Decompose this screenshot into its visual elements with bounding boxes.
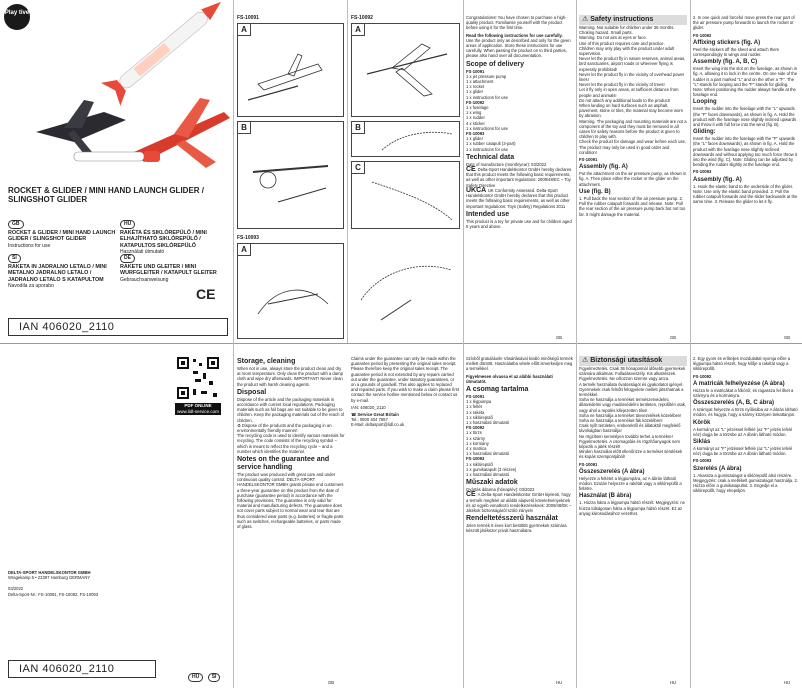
intended-text: Jelen termék 5 éves kort betöltött gyermekek számára készült játékszer privát használatra.: [466, 523, 567, 534]
warning-icon: ⚠: [582, 16, 591, 23]
lang-block-de: [120, 246, 228, 283]
fs-label: FS-10092: [693, 373, 712, 379]
scope-item: 1 x rubber catapult (3-part): [466, 141, 516, 147]
column-divider: [690, 0, 691, 688]
figure-letter: A: [238, 24, 251, 36]
lang-badge: SI: [8, 254, 21, 263]
safety-item: Gyermekek csak felnőtt felügyelete mellett játszhatnak a termékkel.: [579, 386, 684, 398]
disposal-eco: [237, 423, 345, 433]
scope-item: 1 x rakéta: [466, 409, 485, 415]
gliding-text: A kormányt az "F" jelzéssel felfelé (az "L" jelzés lefelé néz) dugja be a törzsbe az A ábrán látható módon.: [693, 446, 793, 457]
safety-item: Never let the product fly in nature reserves, animal areas, bird sanctuaries, airport roads or wherever flying is expressly prohibited!: [579, 56, 686, 72]
disposal-eco-text: Dispose of the products and the packaging in an environmentally friendly manner!: [237, 422, 332, 434]
safety-item: Never let the product fly in the vicinity of trees!: [579, 82, 665, 88]
ce-declaration: CE Delta-Sport Handelskontor GmbH hereby declares that this product meets the following basic requirements, as well as other important regulations: 2009/48/EC – Toy Safety Directive: [466, 166, 572, 188]
ian-box: IAN 406020_2110: [8, 318, 228, 336]
use-text: Use the product only as described and only for the given areas of application. Store these instructions for use carefully. When passing the product on to third parties, please also hand over all documentation.: [466, 37, 571, 59]
fs-label: FS-10093: [237, 235, 259, 241]
scope-item: 1 x glider: [466, 89, 483, 95]
pdf-online-badge: [175, 403, 221, 415]
fs-label: FS-10091: [579, 461, 598, 467]
company-block: [8, 570, 118, 597]
intro-text: Congratulations! You have chosen to purchase a high-quality product. Familiarise yourself with the product before using it for the first time.: [466, 15, 567, 31]
intro-text: Szívből gratulálunk! Vásárlásával kiváló minőségű termék mellett döntött. Használatba vétele előtt ismerkedjen meg a termékkel.: [466, 356, 573, 372]
safety-item: Check the product for damage and wear before each use. The product may only be used in good order and condition!: [579, 139, 687, 155]
safety-item: Figyelmeztetés. A csomagolás és rögzítőanyagok nem képezik a játék részét!: [579, 438, 681, 450]
page-mark: HU: [670, 680, 677, 685]
page-mark: GB: [670, 335, 677, 340]
figure-letter: B: [352, 122, 365, 134]
figure-a2-drawing: [352, 24, 459, 116]
lang-title: RAKETE UND GLEITER / MINI WURFGLEITER / KATAPULT GLEITER: [120, 264, 217, 277]
stickers-text: Húzza le a matricákat a fólióról, és ragassza fel őket a szárnyra és a kormányra.: [693, 387, 794, 399]
safety-title: [579, 356, 687, 366]
safety-title-text: Biztonsági utasítások: [590, 357, 663, 364]
figure-a-drawing: [238, 24, 343, 116]
cover-title: ROCKET & GLIDER / MINI HAND LAUNCH GLIDER / SLINGSHOT GLIDER: [8, 186, 204, 204]
storage-title: Storage, cleaning: [237, 358, 296, 365]
text-column-gb-2: [693, 15, 799, 204]
safety-item: A termék használata óvatosságot és gyakorlatot igényel.: [579, 381, 684, 387]
scope-title: Scope of delivery: [466, 60, 524, 68]
scope-item: FS-10092: [466, 425, 485, 431]
scope-title: A csomag tartalma: [466, 386, 529, 394]
pdf-url: www.lidl-service.com: [177, 409, 219, 414]
lang-sub: Instructions for use: [8, 242, 51, 249]
safety-item: Warning. Do not aim at eyes or face.: [579, 35, 647, 41]
scope-item: FS-10093: [466, 456, 485, 462]
service-phone: Tel.: 0800 404 7657: [351, 417, 388, 423]
assembly-text: 1. Hook the elastic band to the underside of the glider. Note: Use only the elastic band provided. 2. Pull the rubber catapult forwards and the slider backwards at the same time. 3. Release the glider to let it fly.: [693, 183, 798, 205]
safety-item: Warning. The packaging and mounting materials are not a component of the toy and they must be removed in all cases for safety reasons before the product is given to children to play with.: [579, 118, 687, 140]
lang-badge: DE: [120, 254, 135, 263]
figure-b: [237, 121, 344, 229]
safety-item: Figyelmeztetés. Csak 36 hónaposnál idősebb gyermekek számára alkalmas. Fulladásveszély. Kis alkatrészek.: [579, 366, 686, 377]
disposal-title: Disposal: [237, 388, 267, 396]
pdf-label: PDF ONLINE: [184, 403, 212, 408]
scope-item: 1 x instructions for use: [466, 146, 508, 152]
stickers-title: Affixing stickers (fig. A): [693, 39, 761, 46]
service-email: E-Mail: deltasport@lidl.co.uk: [351, 422, 405, 428]
scope-item: 1 x használati útmutató: [466, 472, 510, 478]
issue-date: 03/2022: [8, 586, 24, 592]
recycle-icon: ♻: [237, 422, 242, 428]
figure-a2: [351, 23, 460, 117]
page-divider: [0, 343, 802, 344]
scope-item: 1 x attachment: [466, 79, 494, 85]
scope-item: 1 x glider: [466, 136, 483, 142]
safety-item: Soha ne használja a terméket természetvédelmi, állatvédelmi vagy madárvédelmi területen, repülőtéri utak, vagy ahol a repülés kifejezetten tilos!: [579, 397, 687, 413]
safety-item: Let it fly only in open areas, at sufficient distance from people and animals!: [579, 87, 679, 98]
figure-letter: A: [352, 24, 365, 36]
safety-title: [579, 15, 687, 25]
figure-a3: [237, 243, 344, 339]
scope-item: FS-10092: [466, 99, 485, 105]
scope-item: 4 x matrica: [466, 446, 487, 452]
disposal-text: Dispose of the article and the packaging materials in accordance with current local regulations. Packaging materials such as foil bags are not suitable to be given to children. Keep the packaging materials out of the reach of children.: [237, 396, 345, 423]
text-column-gb-1: [466, 15, 574, 229]
intended-title: Intended use: [466, 210, 510, 218]
safety-item: Do not attach any additional loads to the product!: [579, 97, 671, 103]
figure-c2: [351, 161, 460, 229]
qr-code: [175, 355, 221, 401]
scope-item: 1 x siklórepülő: [466, 461, 493, 467]
safety-item: Csak nyílt területen, emberektől és állatoktól megfelelő távolságban használja!: [579, 423, 681, 434]
safety-item: Use of this product requires care and practice.: [579, 40, 665, 46]
scope-item: FS-10091: [466, 394, 485, 400]
model-numbers: Delta-Sport-Nr.: FS-10091, FS-10092, FS-10093: [8, 591, 99, 597]
assembly-title: Assembly (fig. A): [693, 176, 742, 183]
scope-item: 1 x törzs: [466, 430, 482, 436]
launch-illustration: [351, 240, 460, 338]
recycle-text: The recycling code is used to identify various materials for recycling. The code consists of the recycling symbol – which is meant to reflect the recycling cycle – and a number which identifies the material.: [237, 433, 345, 454]
lang-sub: Gebrauchsanweisung: [120, 276, 169, 283]
company-name: DELTA-SPORT HANDELSKONTOR GMBH: [8, 570, 91, 575]
looping-text: A kormányt az "L" jelzéssel felfelé (az "F" jelzés lefelé néz) dugja be a törzsbe az A ábrán látható módon.: [693, 426, 793, 437]
page-mark: GB: [328, 680, 335, 685]
assembly-text: Put the attachment on the air pressure pump, as shown in fig. A. Then place either the rocket or the glider on the attachment.: [579, 171, 687, 187]
storage-text: When not in use, always store the product clean and dry at room temperature. Only clean the product with a damp cloth and wipe dry afterwards. IMPORTANT! Never clean the product with harsh cleaning agents.: [237, 366, 343, 387]
scope-item: 1 x gumikatapult (3 részes): [466, 466, 517, 472]
use-text: 1. Húzza hátra a légpumpa hátsó részét. Megjegyzés: ne húzza túlságosan hátra a légpumpa hátsó részét. Ez az anyag károsodásához vezethet.: [579, 500, 685, 516]
column-divider: [233, 0, 234, 688]
stickers-text: Peel the stickers off the sheet and attach them correspondingly to wings and rudder.: [693, 46, 780, 58]
ian-reference: IAN: 406020_2110: [351, 404, 386, 410]
ukca-text: UK Conformity Assessed. Delta-Sport Handelskontor GmbH hereby declares that this product meets the following basic requirements, as well as other important regulations: Toys (Safety) Regulations 2011: [466, 187, 570, 209]
lang-badge: HU: [188, 673, 203, 682]
warranty-text: The product was produced with great care and under continuous quality control. DELTA-SPORT HANDELSKONTOR GMBH grants private end customers a three-year guarantee on this product from the date of purchase (guarantee period) in accordance with the following provisions. The guarantee is only valid for material and manufacturing defects. The guarantee does not cover parts subject to normal wear and tear that are thus considered wear parts (e.g. batteries) or fragile parts such as switches, rechargeable batteries, or parts made of glass.: [237, 472, 344, 530]
safety-item: When landing on hard surfaces such as asphalt, pavement, stone or tiles, the material may become worn by abrasion.: [579, 103, 684, 119]
use-title: Használat (B ábra): [579, 493, 632, 500]
safety-item: Soha ne használja a terméket távvezetékek közelében!: [579, 412, 682, 418]
lang-sub: Navodila za uporabo: [8, 283, 54, 290]
looping-text: Insert the rudder into the fuselage with the "L" upwards (the "F" faces downwards), as shown in fig. A. Hold the product with the fuselage nose slightly inclined upwards and throw it with full force into the wind (fig. B).: [693, 106, 797, 128]
gliding-text: Insert the rudder into the fuselage with the "F" upwards (the "L" faces downwards), as shown in fig. A. Hold the product with the fuselage nose slightly inclined downwards and without applying too much force throw it into the wind (fig. C). Note: Gliding can be adjusted by bending the rudder slightly at the fuselage end.: [693, 136, 798, 168]
figure-letter: A: [238, 244, 251, 256]
safety-item: Children may only play with the product under adult supervision.: [579, 45, 675, 57]
lang-badge: GB: [8, 220, 24, 229]
page-mark: GB: [784, 335, 791, 340]
assembly-title: Összeszerelés (A ábra): [579, 468, 645, 475]
scope-item: 1 x rudder: [466, 115, 485, 121]
ukca-declaration: UKCA UK Conformity Assessed. Delta-Sport Handelskontor GmbH hereby declares that this product meets the following basic requirements, as well as other important regulations: Toys (Safety) Regulations 2011: [466, 186, 570, 209]
launch-text: 2. Egy gyors és erőteljes mozdulattal nyomja előre a légpumpa hátsó részét, hogy kilője a rakétát vagy a siklórepülőt.: [693, 356, 791, 372]
scope-item: 1 x instructions for use: [466, 94, 508, 100]
assembly-title: Összeszerelés (A, B, C ábra): [693, 400, 775, 407]
product-photo: [34, 2, 230, 180]
scope-item: 1 x feltét: [466, 404, 482, 410]
fs-label: FS-10092: [693, 32, 712, 38]
figure-a: [237, 23, 344, 117]
scope-item: 1 x fuselage: [466, 105, 489, 111]
safety-item: Minden használat előtt ellenőrizze a terméket sérülések és kopás szempontjából!: [579, 449, 683, 460]
fs-label: FS-10092: [351, 15, 373, 21]
scope-item: 1 x wing: [466, 110, 482, 116]
storage-column: [237, 356, 345, 529]
scope-item: 1 x használati útmutató: [466, 420, 510, 426]
playtive-logo: Play tive: [4, 4, 30, 30]
lang-title: ROCKET & GLIDER / MINI HAND LAUNCH GLIDER / SLINGSHOT GLIDER: [8, 230, 116, 243]
ce-text: A Delta-Sport Handelskontor GmbH kijelenti, hogy a termék megfelel az alábbi alapvető követelményeknek és az egyéb vonatkozó rendelkezéseknek: 2009/48/EK – Játékok biztonságáról szóló irányelv: [466, 492, 572, 514]
figure-b-drawing: [238, 122, 343, 228]
assembly-title: Assembly (fig. A): [579, 164, 628, 171]
tech-title: Műszaki adatok: [466, 479, 518, 487]
use-text: 1. Pull back the rear section of the air pressure pump. 2. Pull the rubber catapult forwards and release. Note: Pull the rear section of the air pressure pump back but not too far. It might damage the material.: [579, 195, 686, 217]
stickers-title: A matricák felhelyezése (A ábra): [693, 380, 785, 387]
intended-text: This product is a toy for private use and for children aged 5 years and above.: [466, 218, 572, 229]
scope-item: 1 x instructions for use: [466, 125, 508, 131]
scope-item: 1 x szárny: [466, 435, 486, 441]
page-mark: HU: [784, 680, 791, 685]
scope-item: 1 x rocket: [466, 84, 485, 90]
ce-text: Delta-Sport Handelskontor GmbH hereby declares that this product meets the following basic requirements, as well as other important regulations: 2009/48/EC – Toy Safety Directive: [466, 167, 572, 188]
warranty-column: [351, 356, 459, 428]
fs-label: FS-10091: [579, 157, 598, 163]
safety-item: Soha ne használja a terméket fák közelében!: [579, 418, 663, 424]
safety-item: Never let the product fly in the vicinity of overhead power lines!: [579, 71, 685, 83]
scope-item: 1 x kormány: [466, 440, 489, 446]
assembly-title: Assembly (fig. A, B, C): [693, 59, 758, 66]
service-country: Service Great Britain: [357, 412, 399, 418]
fs-label: FS-10093: [693, 169, 712, 175]
lang-title: RAKÉTA ÉS SIKLÓREPÜLŐ / MINI ELHAJÍTHATÓ SIKLÓREPÜLŐ / KATAPULTOS SIKLÓREPÜLŐ: [120, 230, 207, 249]
safety-column-gb: [579, 15, 687, 217]
lang-badge: HU: [120, 220, 135, 229]
launch-text: 2. In one quick and forceful move press the rear part of the air pressure pump forwards to launch the rocket or glider.: [693, 15, 795, 31]
scope-item: 1 x jet pressure pump: [466, 73, 507, 79]
figure-b2: [351, 121, 460, 157]
assembly-title: Szerelés (A ábra): [693, 465, 742, 472]
assembly-text: A szárnyat helyezze a törzs nyílásába az A ábrán látható módon, és hagyja, hogy a szárny középen bekattanjon.: [693, 407, 798, 418]
safety-item: Figyelmeztetés. Ne célozzon szemre vagy arcra.: [579, 376, 670, 382]
scope-item: 4 x sticker: [466, 120, 485, 126]
tech-date: Gyártás dátuma (hónap/év): 03/2022: [466, 487, 535, 493]
scope-item: 1 x használati útmutató: [466, 451, 510, 457]
fs-label: FS-10091: [237, 15, 259, 21]
figure-letter: C: [352, 162, 365, 174]
looping-title: Körök: [693, 419, 711, 426]
text-column-hu-2: [693, 356, 799, 493]
assembly-text: Insert the wing into the slot on the fuselage, as shown in fig. A, allowing it to lock in the centre. On one side of the rudder is a part marked "L" and on the other a "F". The "L" stands for looping and the "F" stands for gliding. Note: When positioning the rudder always handle at the fuselage end.: [693, 66, 798, 98]
lang-badge: SI: [208, 673, 221, 682]
fs-label: FS-10093: [693, 458, 712, 464]
service-icon: ☎: [351, 412, 358, 418]
ce-declaration: CE A Delta-Sport Handelskontor GmbH kijelenti, hogy a termék megfelel az alábbi alapvető követelményeknek és az egyéb vonatkozó rendelkezéseknek: 2009/48/EK – Játékok biztonságáról szóló irányelv: [466, 491, 572, 514]
lang-badges: [188, 665, 220, 683]
lang-title: RAKETA IN JADRALNO LETALO / MINI METALNO JADRALNO LETALO / JADRALNO LETALO S KATAPULTOM: [8, 264, 107, 283]
assembly-text: Helyezze a feltétet a légpumpára, az A ábrán látható módon. Ezután helyezze a rakétát vagy a siklórepülőt a feltétre.: [579, 475, 682, 492]
lang-sub: Használati útmutató: [120, 249, 165, 256]
warning-icon: ⚠: [582, 357, 591, 364]
tech-title: Technical data: [466, 153, 515, 161]
safety-item: Warning. Not suitable for children under 36 months. Choking hazard. Small parts.: [579, 25, 675, 36]
column-divider: [463, 0, 464, 688]
column-divider: [347, 0, 348, 343]
page-mark: GB: [556, 335, 563, 340]
safety-title-text: Safety instructions: [590, 16, 654, 23]
warranty-claims-text: Claims under the guarantee can only be made within the guarantee period by presenting the original sales receipt. Please therefore keep the original sales receipt. The guarantee period is not extended by any repairs carried out under the guarantee, under statutory guarantees, or on a grounds of goodwill. This also applies to replaced and repaired parts. If you wish to make a claim please first contact the service hotline mentioned below or contact us by e-mail.: [351, 356, 459, 403]
figure-c2-drawing: [352, 162, 459, 228]
company-address: Wragekamp 6 • 22397 Hamburg GERMANY: [8, 575, 91, 581]
scope-item: 1 x siklórepülő: [466, 414, 493, 420]
ce-mark: CE: [196, 286, 216, 302]
scope-item: 1 x légpumpa: [466, 399, 492, 405]
ian-box-back: IAN 406020_2110: [8, 660, 156, 678]
safety-column-hu: [579, 356, 687, 516]
figure-a3-drawing: [238, 244, 343, 338]
intended-title: Rendeltetésszerű használat: [466, 515, 558, 523]
column-divider: [576, 0, 577, 688]
assembly-text: 1. Akassza a gumiszalagot a siklórepülő alsó részére. Megjegyzés: csak a mellékelt gumiszalagot használja. 2. Húzza előre a gumikatapultot. 3. Engedje el a siklórepülőt, hogy elrepüljön.: [693, 472, 798, 494]
page-mark: HU: [556, 680, 563, 685]
figure-b2-drawing: [352, 122, 459, 156]
text-column-hu-1: [466, 356, 574, 534]
scope-item: FS-10091: [466, 68, 485, 74]
read-instructions: Figyelmesen olvassa el az alábbi használati útmutatót.: [466, 373, 553, 384]
gliding-title: Siklás: [693, 439, 711, 446]
warranty-title: Notes on the guarantee and service handling: [237, 456, 330, 472]
read-instructions: Read the following instructions for use carefully.: [466, 32, 563, 38]
scope-item: FS-10093: [466, 131, 485, 137]
lang-block-gb: [8, 212, 116, 249]
tech-date: Date of manufacture (month/year): 03/2022: [466, 161, 547, 167]
figure-letter: B: [238, 122, 251, 134]
lang-block-si: [8, 246, 116, 289]
use-title: Use (fig. B): [579, 188, 611, 195]
gliding-title: Gliding:: [693, 129, 716, 136]
safety-item: Ne rögzítsen semmilyen további terhet a termékre!: [579, 433, 673, 439]
looping-title: Looping: [693, 99, 717, 106]
